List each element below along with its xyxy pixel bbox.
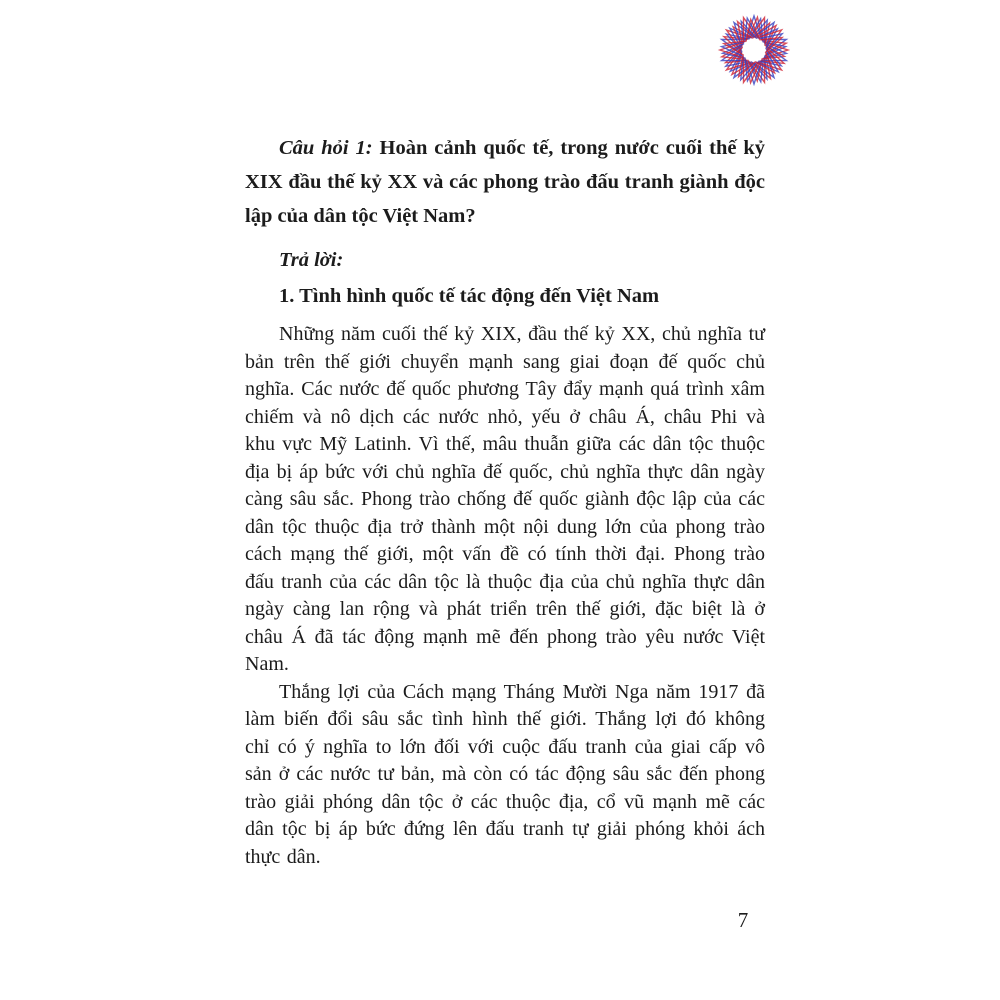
paragraph-october-revolution: Thắng lợi của Cách mạng Tháng Mười Nga năm 1917 đã làm biến đổi sâu sắc tình hình thế giới. Thắng lợi đó không chỉ có ý nghĩa to lớn đối với cuộc đấu tranh của giai cấp vô sản ở các nước tư bản, mà còn có tác động sâu sắc đến phong trào giải phóng dân tộc ở các thuộc địa, cổ vũ mạnh mẽ các dân tộc bị áp bức đứng lên đấu tranh tự giải phóng khỏi ách thực dân. (245, 680, 765, 868)
paragraph-international-context: Những năm cuối thế kỷ XIX, đầu thế kỷ XX, chủ nghĩa tư bản trên thế giới chuyển mạnh sang giai đoạn đế quốc chủ nghĩa. Các nước đế quốc phương Tây đẩy mạnh quá trình xâm chiếm và nô dịch các nước nhỏ, yếu ở châu Á, châu Phi và khu vực Mỹ Latinh. Vì thế, mâu thuẫn giữa các dân tộc thuộc địa bị áp bức với chủ nghĩa đế quốc, chủ nghĩa thực dân ngày càng sâu sắc. Phong trào chống đế quốc giành độc lập của các dân tộc thuộc địa trở thành một nội dung lớn của phong trào cách mạng thế giới, một vấn đề có tính thời đại. Phong trào đấu tranh của các dân tộc là thuộc địa của chủ nghĩa thực dân ngày càng lan rộng và phát triển trên thế giới, đặc biệt là ở châu Á đã tác động mạnh mẽ đến phong trào yêu nước Việt Nam. (245, 323, 765, 675)
page-number: 7 (737, 908, 749, 932)
question-text: Hoàn cảnh quốc tế, trong nước cuối thế kỷ XIX đầu thế kỷ XX và các phong trào đấu tranh giành độc lập của dân tộc Việt Nam? (245, 137, 766, 227)
question-heading (245, 131, 765, 233)
section-heading: 1. Tình hình quốc tế tác động đến Việt Nam (279, 285, 660, 307)
question-label: Câu hỏi 1: (279, 137, 373, 159)
answer-label: Trả lời: (279, 249, 344, 271)
page-content (245, 0, 765, 871)
